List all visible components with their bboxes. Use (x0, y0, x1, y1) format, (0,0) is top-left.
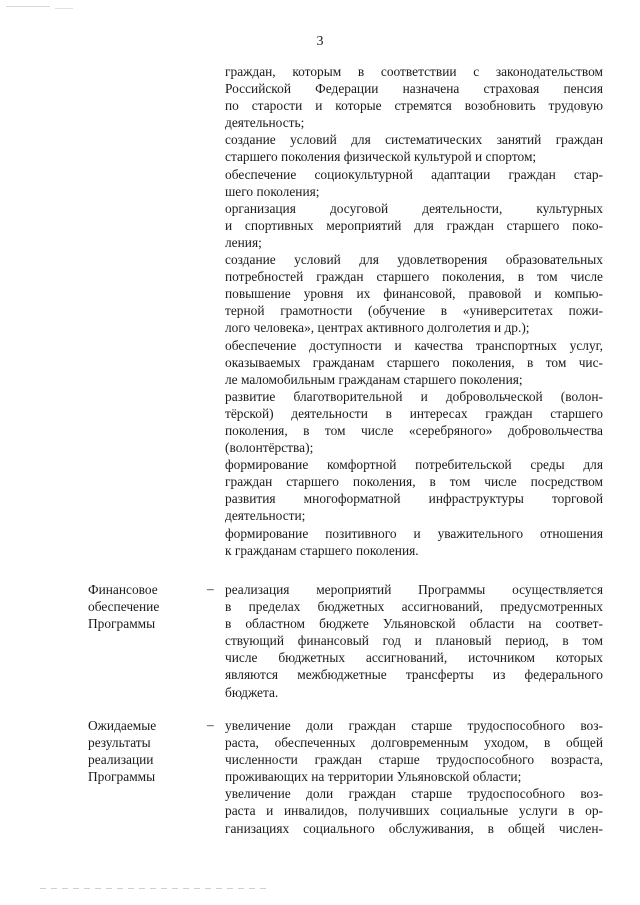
finance-dash: – (207, 581, 214, 596)
text-line: (волонтёрства); (225, 440, 314, 456)
text-line: организация досуговой деятельности, культурных (225, 200, 603, 216)
text-line: проживающих на территории Ульяновской области; (225, 769, 522, 785)
finance-text (225, 581, 603, 701)
text-line: граждан старшего поколения, в том числе посредством (225, 474, 603, 490)
text-line: формирование позитивного и уважительного отношения (225, 525, 603, 541)
text-line: деятельность; (225, 115, 305, 131)
text-line: шего поколения; (225, 183, 320, 199)
finance-label (88, 581, 206, 632)
text-line: лого человека», центрах активного долголетия и др.); (225, 320, 530, 336)
text-line: раста и инвалидов, получивших социальные услуги в ор- (225, 803, 603, 819)
text-line: ле маломобильным гражданам старшего поколения; (225, 371, 523, 387)
text-line: в областном бюджете Ульяновской области на соответ- (225, 616, 603, 632)
text-line: числе бюджетных ассигнований, источником которых (225, 650, 603, 666)
text-line: развития многоформатной инфраструктуры торговой (225, 491, 603, 507)
label-line: результаты (88, 735, 151, 751)
text-line: повышение уровня их финансовой, правовой и компью- (225, 286, 603, 302)
text-line: тёрской) деятельности в интересах граждан старшего (225, 405, 603, 421)
scan-edge-mark (55, 8, 73, 9)
scan-edge-mark (6, 6, 50, 7)
text-line: поколения, в том числе «серебряного» добровольчества (225, 422, 603, 438)
text-line: являются межбюджетные трансферты из федерального (225, 667, 603, 683)
text-line: потребностей граждан старшего поколения, в том числе (225, 269, 603, 285)
label-line: Программы (88, 616, 156, 632)
text-line: Российской Федерации назначена страховая пенсия (225, 81, 603, 97)
text-line: в пределах бюджетных ассигнований, предусмотренных (225, 599, 603, 615)
text-line: оказываемых гражданам старшего поколения, в том чис- (225, 354, 603, 370)
text-line: ганизациях социального обслуживания, в общей числен- (225, 820, 603, 836)
text-line: терной грамотности (обучение в «университетах пожи- (225, 303, 603, 319)
text-line: и спортивных мероприятий для граждан старшего поко- (225, 217, 603, 233)
text-line: граждан, которым в соответствии с законодательством (225, 64, 603, 79)
text-line: раста, обеспеченных долговременным уходом, в общей (225, 735, 603, 751)
label-line: Ожидаемые (88, 718, 157, 733)
main-text-block (225, 63, 603, 559)
results-dash: – (207, 717, 214, 732)
text-line: численности граждан старше трудоспособного возраста, (225, 752, 603, 768)
text-line: старшего поколения физической культурой и спортом; (225, 149, 537, 165)
text-line: увеличение доли граждан старше трудоспособного воз- (225, 718, 603, 733)
label-line: Программы (88, 769, 156, 785)
text-line: создание условий для удовлетворения образовательных (225, 252, 603, 268)
results-label (88, 717, 206, 785)
text-line: развитие благотворительной и добровольческой (волон- (225, 388, 603, 404)
page-number: 3 (316, 34, 324, 49)
text-line: к гражданам старшего поколения. (225, 542, 419, 558)
text-line: по старости и которые стремятся возобновить трудовую (225, 98, 603, 114)
text-line: деятельности; (225, 508, 306, 524)
text-line: формирование комфортной потребительской среды для (225, 457, 603, 473)
label-line: реализации (88, 752, 154, 768)
text-line: обеспечение доступности и качества транспортных услуг, (225, 337, 603, 353)
results-text (225, 717, 603, 837)
text-line: бюджета. (225, 684, 279, 700)
text-line: создание условий для систематических занятий граждан (225, 132, 603, 148)
text-line: реализация мероприятий Программы осуществляется (225, 582, 603, 597)
text-line: обеспечение социокультурной адаптации граждан стар- (225, 166, 603, 182)
text-line: увеличение доли граждан старше трудоспособного воз- (225, 786, 603, 802)
scan-edge-mark (40, 888, 270, 889)
text-line: ствующий финансовый год и плановый период, в том (225, 633, 603, 649)
text-line: ления; (225, 234, 262, 250)
label-line: Финансовое (88, 582, 158, 597)
label-line: обеспечение (88, 599, 160, 615)
